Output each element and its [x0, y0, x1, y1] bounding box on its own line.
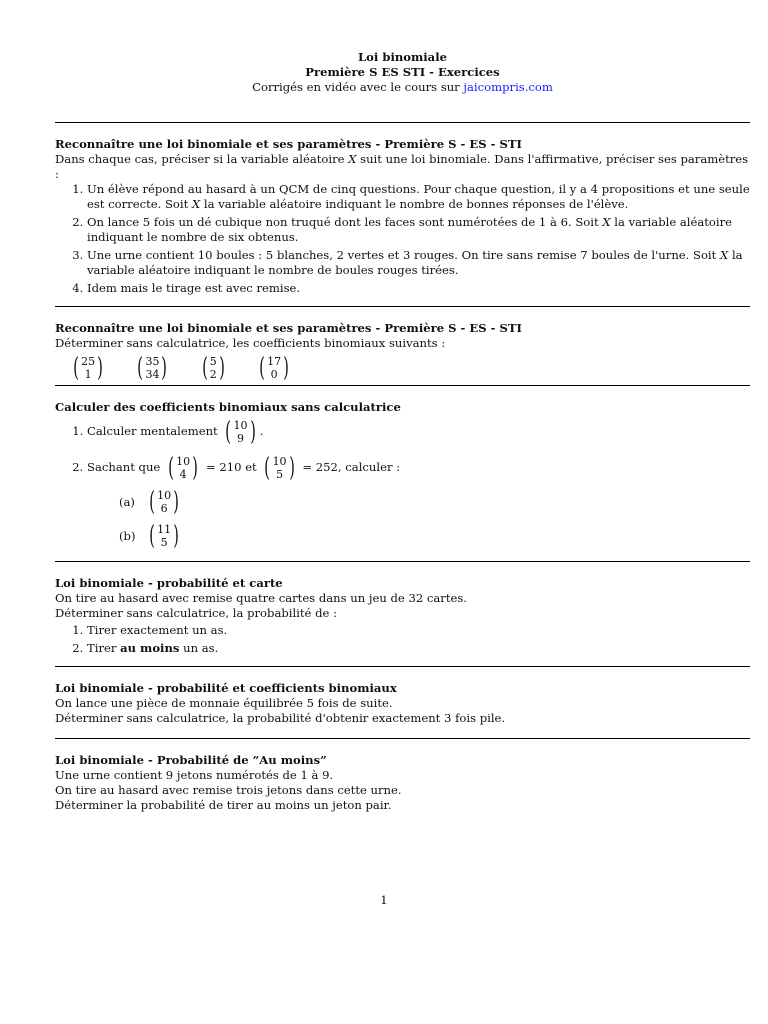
binom-k: 4 — [179, 468, 187, 481]
list-item — [87, 453, 750, 551]
sub-item-b — [119, 521, 750, 551]
binom-k: 6 — [160, 502, 168, 515]
binom-n: 35 — [145, 355, 160, 368]
item-text: la variable aléatoire indiquant le nombre de boules rouges tirées. — [87, 248, 743, 277]
var-x: X — [348, 152, 357, 166]
exercise-4-line2: Déterminer sans calculatrice, la probabilité de : — [55, 606, 337, 620]
item-text: Sachant que — [87, 460, 161, 474]
exercise-6-line3: Déterminer la probabilité de tirer au moins un jeton pair. — [55, 798, 392, 812]
exercise-2-title: Reconnaître une loi binomiale et ses paramètres - Première S - ES - STI — [55, 321, 522, 335]
page-number: 1 — [380, 893, 388, 907]
item-text: la variable aléatoire indiquant le nombre de six obtenus. — [87, 215, 733, 244]
binom-n: 5 — [209, 355, 217, 368]
sub-item-a — [119, 487, 750, 517]
var-x: X — [191, 197, 201, 211]
item-text: un as. — [179, 641, 219, 655]
binomial-coefficient: ( 35 34 ) — [137, 353, 168, 383]
binom-k: 2 — [209, 368, 217, 381]
item-text: Tirer — [87, 641, 121, 655]
binom-k: 5 — [276, 468, 284, 481]
exercise-5-title: Loi binomiale - probabilité et coefficients binomiaux — [55, 681, 397, 695]
item-text: Un élève répond au hasard à un QCM de cinq questions. Pour chaque question, il y a 4 propositions et une seule est correcte. Soit — [87, 182, 750, 211]
item-text: = 252, calculer : — [298, 460, 401, 474]
binom-n: 25 — [81, 355, 96, 368]
intro-text-b: suit une loi binomiale. Dans l'affirmative, préciser ses paramètres : — [55, 152, 749, 181]
exercise-1-intro — [55, 152, 750, 182]
binom-k: 34 — [145, 368, 160, 381]
binomial-coefficient: ( 11 5 ) — [149, 521, 180, 551]
binom-n: 10 — [157, 489, 172, 502]
exercise-4-title: Loi binomiale - probabilité et carte — [55, 576, 283, 590]
item-bold-text: au moins — [120, 641, 180, 655]
item-text: Une urne contient 10 boules : 5 blanches, 2 vertes et 3 rouges. On tire sans remise 7 boules de l'urne. Soit — [87, 248, 720, 262]
binom-n: 10 — [176, 455, 191, 468]
exercise-4-list — [55, 623, 750, 656]
exercise-2-intro: Déterminer sans calculatrice, les coefficients binomiaux suivants : — [55, 336, 446, 350]
binom-k: 0 — [270, 368, 278, 381]
exercise-4 — [55, 562, 750, 656]
binomial-coefficient: ( 5 2 ) — [201, 353, 225, 383]
binom-n: 17 — [267, 355, 282, 368]
sub-item-label: (a) — [119, 494, 135, 509]
binomial-coefficient: ( 17 0 ) — [259, 353, 289, 383]
exercise-1 — [55, 123, 750, 296]
binomial-coefficient: ( 10 9 ) — [225, 417, 256, 447]
binomial-coefficient: ( 10 4 ) — [168, 453, 199, 483]
list-item — [87, 417, 750, 447]
exercise-3-title: Calculer des coefficients binomiaux sans calculatrice — [55, 400, 401, 414]
binom-k: 5 — [160, 536, 168, 549]
document-header — [55, 50, 750, 95]
binom-k: 1 — [84, 368, 92, 381]
binomial-coefficient: ( 10 6 ) — [149, 487, 180, 517]
binom-n: 10 — [272, 455, 287, 468]
item-text: Idem mais le tirage est avec remise. — [87, 281, 301, 295]
list-item — [87, 641, 750, 656]
binom-n: 11 — [157, 523, 172, 536]
corriges-prefix: Corrigés en vidéo avec le cours sur — [252, 80, 464, 94]
page — [55, 50, 750, 813]
item-text: la variable aléatoire indiquant le nombre de bonnes réponses de l'élève. — [200, 197, 629, 211]
sub-list — [87, 487, 750, 551]
binomial-coefficient: ( 10 5 ) — [264, 453, 295, 483]
exercise-3-list — [55, 417, 750, 551]
item-text: On lance 5 fois un dé cubique non truqué dont les faces sont numérotées de 1 à 6. Soit — [87, 215, 603, 229]
doc-subtitle: Première S ES STI - Exercices — [305, 65, 500, 79]
item-text: . — [259, 424, 264, 438]
corriges-line — [55, 80, 750, 95]
doc-title: Loi binomiale — [358, 50, 447, 64]
var-x: X — [720, 248, 729, 262]
list-item — [87, 215, 750, 245]
exercise-5 — [55, 667, 750, 726]
binom-k: 9 — [237, 432, 245, 445]
binomial-coefficient: ( 25 1 ) — [73, 353, 104, 383]
list-item: 1. Tirer exactement un as. — [87, 623, 750, 638]
jaicompris-link[interactable]: jaicompris.com — [463, 80, 553, 94]
exercise-3 — [55, 386, 750, 551]
exercise-4-line1: On tire au hasard avec remise quatre cartes dans un jeu de 32 cartes. — [55, 591, 467, 605]
exercise-1-title: Reconnaître une loi binomiale et ses paramètres - Première S - ES - STI — [55, 137, 522, 151]
binom-n: 10 — [233, 419, 248, 432]
exercise-6-line2: On tire au hasard avec remise trois jetons dans cette urne. — [55, 783, 402, 797]
sub-item-label: (b) — [119, 528, 136, 543]
item-text: Calculer mentalement — [87, 424, 218, 438]
list-item — [87, 182, 750, 212]
exercise-5-line2: Déterminer sans calculatrice, la probabilité d'obtenir exactement 3 fois pile. — [55, 711, 506, 725]
exercise-6 — [55, 739, 750, 813]
item-text: = 210 et — [202, 460, 261, 474]
exercise-2 — [55, 307, 750, 385]
binomial-list — [69, 353, 750, 383]
exercise-6-title: Loi binomiale - Probabilité de ”Au moins” — [55, 753, 327, 767]
exercise-1-list — [55, 182, 750, 296]
intro-text-a: Dans chaque cas, préciser si la variable aléatoire — [55, 152, 349, 166]
exercise-5-line1: On lance une pièce de monnaie équilibrée 5 fois de suite. — [55, 696, 393, 710]
var-x: X — [602, 215, 611, 229]
exercise-6-line1: Une urne contient 9 jetons numérotés de 1 à 9. — [55, 768, 334, 782]
list-item — [87, 248, 750, 278]
list-item — [87, 281, 750, 296]
